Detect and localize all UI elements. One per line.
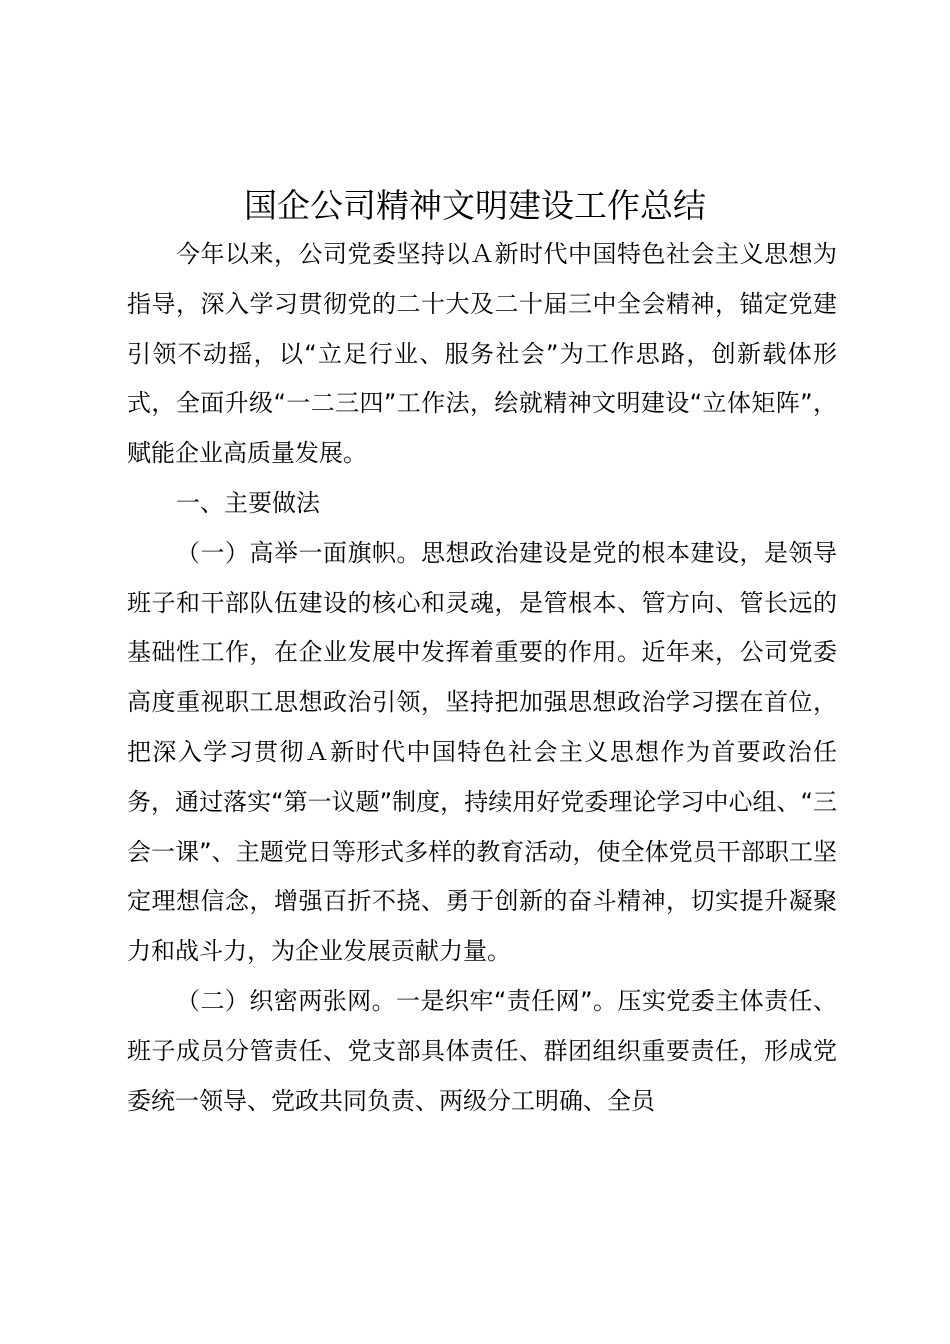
paragraph-raise-one-banner: （一）高举一面旗帜。思想政治建设是党的根本建设，是领导班子和干部队伍建设的核心和灵魂，是管根本、管方向、管长远的基础性工作，在企业发展中发挥着重要的作用。近年来，公司党委高度重视职工思想政治引领，坚持把加强思想政治学习摆在首位，把深入学习贯彻Ａ新时代中国特色社会主义思想作为首要政治任务，通过落实“第一议题”制度，持续用好党委理论学习中心组、“三会一课”、主题党日等形式多样的教育活动，使全体党员干部职工坚定理想信念，增强百折不挠、勇于创新的奋斗精神，切实提升凝聚力和战斗力，为企业发展贡献力量。	[127, 538, 837, 966]
document-title: 国企公司精神文明建设工作总结	[244, 186, 706, 225]
document-body	[127, 230, 837, 1126]
paragraph-weave-two-nets: （二）织密两张网。一是织牢“责任网”。压实党委主体责任、班子成员分管责任、党支部具体责任、群团组织重要责任，形成党委统一领导、党政共同负责、两级分工明确、全员	[127, 986, 837, 1115]
intro-paragraph: 今年以来，公司党委坚持以Ａ新时代中国特色社会主义思想为指导，深入学习贯彻党的二十大及二十届三中全会精神，锚定党建引领不动摇，以“立足行业、服务社会”为工作思路，创新载体形式，全面升级“一二三四”工作法，绘就精神文明建设“立体矩阵”，赋能企业高质量发展。	[127, 240, 837, 468]
section-heading-main-practices: 一、主要做法	[176, 488, 320, 517]
